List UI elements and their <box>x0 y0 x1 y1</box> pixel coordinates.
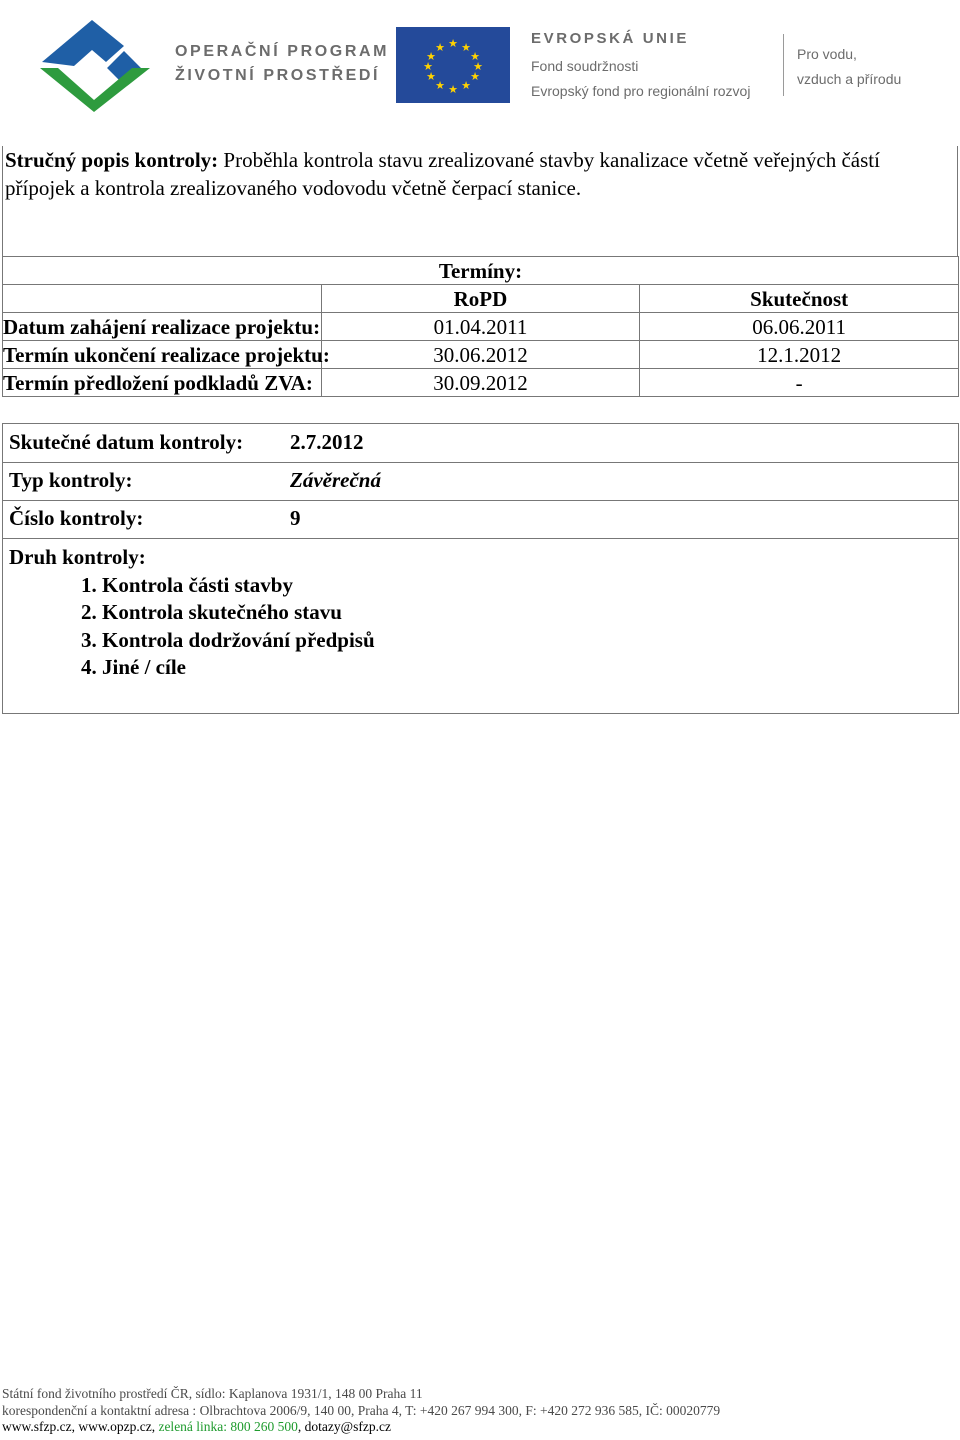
footer-line1: Státní fond životního prostředí ČR, sídlo: Kaplanova 1931/1, 148 00 Praha 11 <box>2 1386 423 1401</box>
column-ropd: RoPD <box>321 285 640 313</box>
control-box <box>2 423 959 714</box>
svg-text:★: ★ <box>461 41 471 54</box>
row-skutecnost: 06.06.2011 <box>640 313 959 341</box>
description-body: Proběhla kontrola stavu zrealizované stavby kanalizace včetně veřejných částí přípojek a kontrola zrealizovaného vodovodu včetně čerpací stanice. <box>5 148 880 200</box>
svg-text:★: ★ <box>426 70 436 83</box>
svg-text:★: ★ <box>435 41 445 54</box>
control-kind-list <box>9 572 375 682</box>
control-date-label: Skutečné datum kontroly: <box>9 430 244 454</box>
header-divider <box>783 34 784 96</box>
row-label: Datum zahájení realizace projektu: <box>3 314 321 339</box>
eu-wordmark <box>531 30 750 104</box>
description-text <box>5 146 953 202</box>
svg-text:★: ★ <box>448 83 458 96</box>
list-item: 4. Jiné / cíle <box>81 655 186 679</box>
control-type-row <box>3 462 958 501</box>
control-kind <box>9 544 375 682</box>
footer-websites[interactable]: www.sfzp.cz, www.opzp.cz, <box>2 1419 156 1434</box>
terms-title-row <box>3 257 959 285</box>
list-item: 2. Kontrola skutečného stavu <box>81 600 342 624</box>
slogan-line2: vzduch a přírodu <box>797 71 902 87</box>
row-skutecnost: 12.1.2012 <box>640 341 959 369</box>
footer-green-line: zelená linka: 800 260 500 <box>158 1419 298 1434</box>
list-item: 1. Kontrola části stavby <box>81 572 293 597</box>
footer <box>2 1386 720 1436</box>
control-date-row <box>3 424 958 463</box>
svg-text:★: ★ <box>470 70 480 83</box>
description-label: Stručný popis kontroly: <box>5 148 219 172</box>
opzp-line2: ŽIVOTNÍ PROSTŘEDÍ <box>175 67 381 84</box>
svg-text:★: ★ <box>426 50 436 63</box>
svg-text:★: ★ <box>473 60 483 73</box>
terms-title: Termíny: <box>3 257 959 285</box>
control-number-value: 9 <box>290 506 301 530</box>
control-kind-label: Druh kontroly: <box>9 545 146 569</box>
svg-text:★: ★ <box>461 79 471 92</box>
control-number-row <box>3 500 958 539</box>
row-ropd: 30.06.2012 <box>321 341 640 369</box>
control-date-value: 2.7.2012 <box>290 430 364 454</box>
control-number-label: Číslo kontroly: <box>9 506 144 530</box>
terms-table <box>2 256 959 397</box>
svg-text:★: ★ <box>470 50 480 63</box>
row-label: Termín ukončení realizace projektu: <box>3 342 330 367</box>
eu-line2: Evropský fond pro regionální rozvoj <box>531 83 751 99</box>
terms-header-empty <box>3 285 322 313</box>
svg-text:★: ★ <box>448 37 458 50</box>
opzp-wordmark <box>175 40 389 88</box>
svg-text:★: ★ <box>423 60 433 73</box>
column-skutecnost: Skutečnost <box>640 285 959 313</box>
control-type-value: Závěrečná <box>290 468 381 492</box>
table-row <box>3 313 959 341</box>
row-ropd: 30.09.2012 <box>321 369 640 397</box>
terms-header-row <box>3 285 959 313</box>
slogan-line1: Pro vodu, <box>797 46 857 62</box>
svg-text:★: ★ <box>435 79 445 92</box>
table-row <box>3 341 959 369</box>
list-item: 3. Kontrola dodržování předpisů <box>81 627 375 652</box>
footer-line2: korespondenční a kontaktní adresa : Olbrachtova 2006/9, 140 00, Praha 4, T: +420 267 994 300, F: +420 272 936 585, IČ: 00020779 <box>2 1402 721 1418</box>
row-label: Termín předložení podkladů ZVA: <box>3 369 322 397</box>
description-box <box>2 146 958 256</box>
row-skutecnost: - <box>640 369 959 397</box>
eu-line1: Fond soudržnosti <box>531 58 639 74</box>
footer-email[interactable]: , dotazy@sfzp.cz <box>297 1419 391 1434</box>
table-row <box>3 369 959 397</box>
slogan <box>797 42 901 92</box>
opzp-line1: OPERAČNÍ PROGRAM <box>175 43 390 60</box>
opzp-logo <box>36 16 156 112</box>
row-ropd: 01.04.2011 <box>321 313 640 341</box>
footer-line3 <box>2 1419 720 1436</box>
eu-flag-icon <box>396 27 510 103</box>
control-type-label: Typ kontroly: <box>9 468 133 492</box>
eu-title: EVROPSKÁ UNIE <box>531 30 689 47</box>
